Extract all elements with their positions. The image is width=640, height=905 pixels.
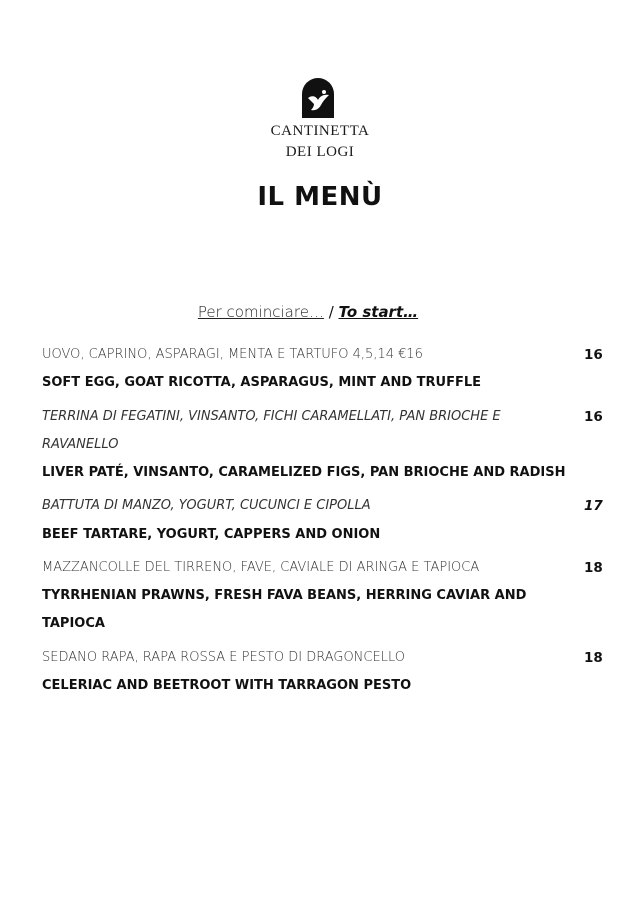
bird-arch-logo-icon	[302, 78, 334, 118]
brand-name-line1: CANTINETTA	[270, 123, 370, 139]
section-heading-it: Per cominciare…	[197, 303, 324, 321]
menu-item-it: UOVO, CAPRINO, ASPARAGI, MENTA E TARTUFO 4,5,14 €16	[42, 347, 423, 362]
menu-item-it: SEDANO RAPA, RAPA ROSSA E PESTO DI DRAGONCELLO	[42, 650, 405, 665]
menu-item-en: TYRRHENIAN PRAWNS, FRESH FAVA BEANS, HERRING CAVIAR AND	[42, 588, 527, 603]
menu-item-it: BATTUTA DI MANZO, YOGURT, CUCUNCI E CIPOLLA	[42, 498, 371, 513]
menu-item-en: CELERIAC AND BEETROOT WITH TARRAGON PESTO	[42, 678, 412, 693]
menu-title: IL MENÙ	[257, 182, 383, 212]
menu-item-price: 18	[584, 560, 603, 576]
menu-item-it: MAZZANCOLLE DEL TIRRENO, FAVE, CAVIALE DI ARINGA E TAPIOCA	[42, 560, 480, 575]
menu-item-it-cont: RAVANELLO	[42, 437, 119, 452]
menu-item-en: BEEF TARTARE, YOGURT, CAPPERS AND ONION	[42, 527, 381, 542]
menu-item-price: 16	[584, 347, 603, 363]
menu-item-en: LIVER PATÉ, VINSANTO, CARAMELIZED FIGS, PAN BRIOCHE AND RADISH	[42, 465, 566, 480]
menu-item-price: 18	[584, 650, 603, 666]
menu-item-en: SOFT EGG, GOAT RICOTTA, ASPARAGUS, MINT AND TRUFFLE	[42, 375, 482, 390]
brand-name-line2: DEI LOGI	[285, 144, 355, 160]
menu-item-price: 17	[584, 498, 603, 514]
menu-item-price: 16	[584, 409, 603, 425]
section-heading-separator: /	[323, 303, 339, 321]
menu-item-it: TERRINA DI FEGATINI, VINSANTO, FICHI CARAMELLATI, PAN BRIOCHE E	[42, 409, 501, 424]
section-heading	[0, 303, 616, 321]
section-heading-en: To start…	[338, 303, 419, 321]
menu-item-en-cont: TAPIOCA	[42, 616, 105, 631]
